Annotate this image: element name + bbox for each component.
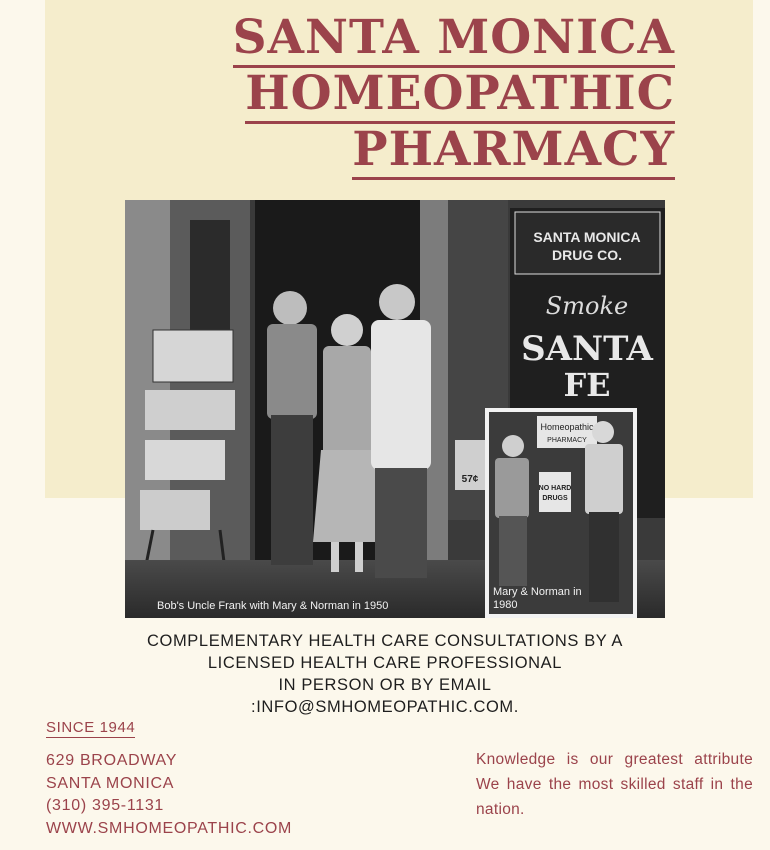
photo-caption-1950: Bob's Uncle Frank with Mary & Norman in 1950 [157,600,389,612]
since-label: SINCE 1944 [46,719,136,736]
storefront-illustration [125,200,665,618]
consultation-notice [80,630,690,718]
sign-fe-text: FE [563,366,611,404]
svg-text:Homeopathic: Homeopathic [540,422,594,432]
consult-line-2: LICENSED HEALTH CARE PROFESSIONAL [207,654,563,672]
consult-email[interactable]: :INFO@SMHOMEOPATHIC.COM. [251,698,519,716]
svg-text:PHARMACY: PHARMACY [547,437,587,444]
consult-line-1: COMPLEMENTARY HEALTH CARE CONSULTATIONS BY A [147,632,623,650]
tagline-text: Knowledge is our greatest attribute We have the most skilled staff in the nation. [476,751,753,818]
sign-drug-text: SANTA MONICA DRUG CO. [533,229,641,263]
newspaper-rack-sign [153,330,233,382]
contact-address-block [46,750,292,840]
person-norman [371,284,431,578]
person-frank [267,291,317,565]
address-street: 629 BROADWAY [46,752,178,769]
svg-text:NO HARD: NO HARD [538,485,572,492]
website-link[interactable]: WWW.SMHOMEOPATHIC.COM [46,819,293,837]
photo-caption-1980: Mary & Norman in 1980 [493,586,582,611]
window-price: 57¢ [461,474,479,485]
historic-storefront-photo [125,200,665,618]
pharmacy-title [155,10,675,178]
sign-smoke-text: Smoke [545,292,629,320]
title-line-3: PHARMACY [155,122,675,178]
svg-text:DRUGS: DRUGS [542,495,568,502]
person-mary [313,314,381,572]
title-line-2: HOMEOPATHIC [155,66,675,122]
phone-number[interactable]: (310) 395-1131 [46,797,165,814]
sign-santa-text: SANTA [521,329,653,369]
title-line-1: SANTA MONICA [155,10,675,66]
consult-line-3: IN PERSON OR BY EMAIL [278,676,492,694]
address-city: SANTA MONICA [46,774,175,792]
